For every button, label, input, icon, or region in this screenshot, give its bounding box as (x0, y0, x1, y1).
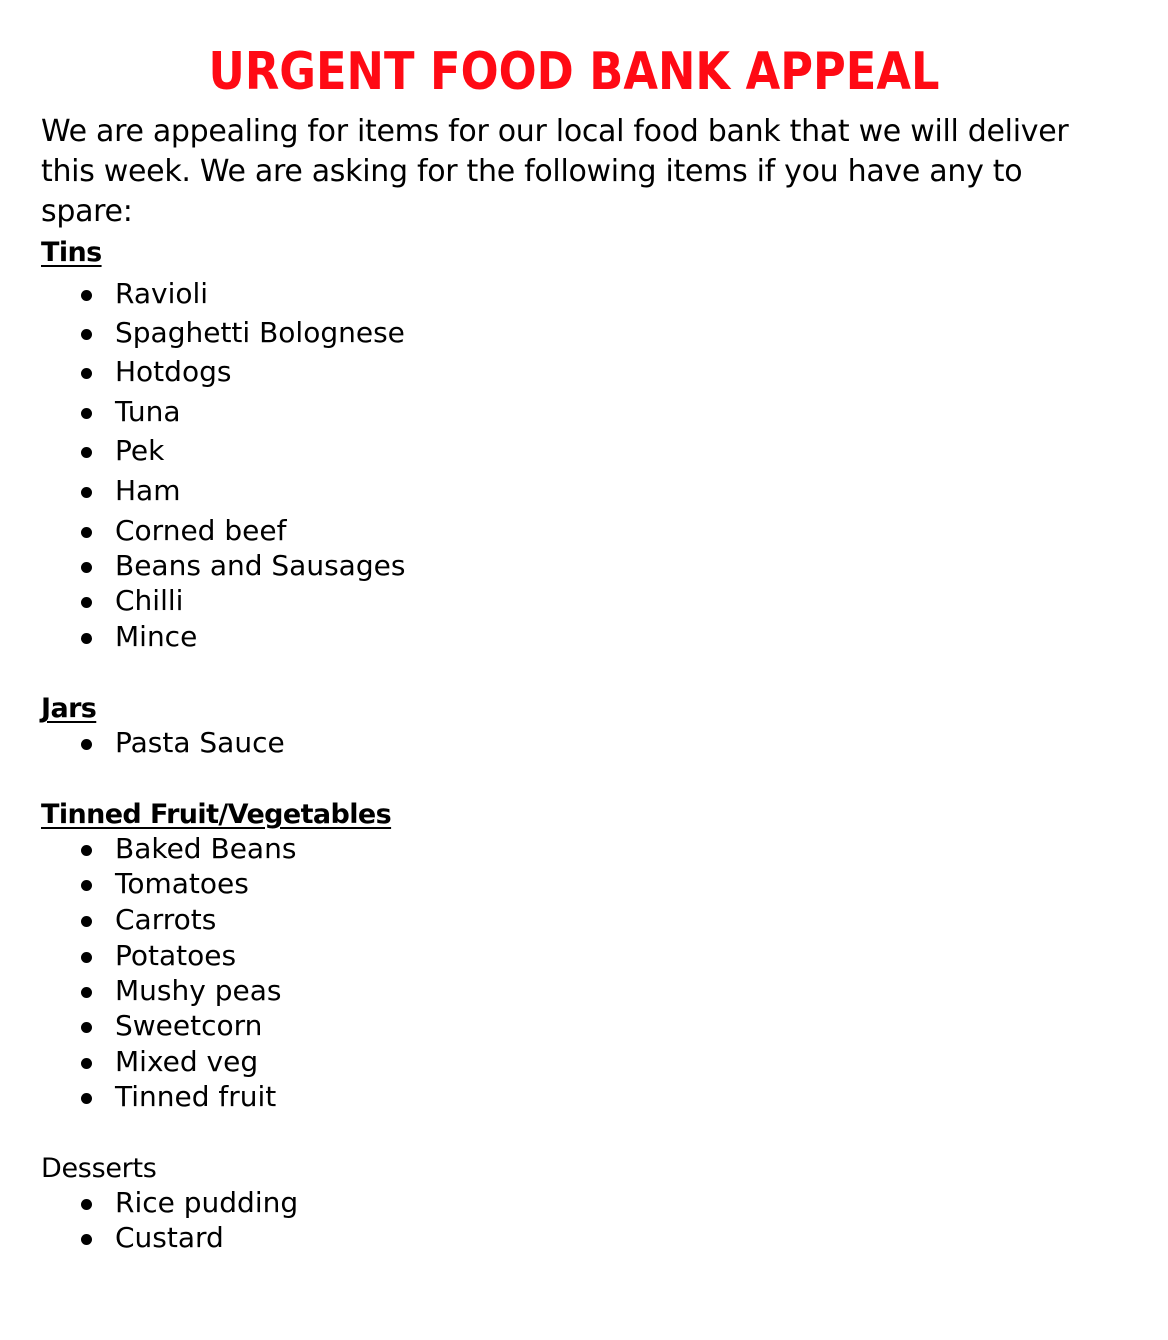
list-item: Custard (115, 1221, 224, 1254)
bullet-icon (81, 329, 92, 340)
list-item: Mince (115, 620, 198, 653)
bullet-icon (81, 562, 92, 573)
intro-paragraph: We are appealing for items for our local food bank that we will deliver this week. We are asking for the following items if you have any to spare: (41, 114, 1069, 229)
bullet-icon (81, 916, 92, 927)
list-item: Baked Beans (115, 832, 297, 865)
list-item: Mushy peas (115, 974, 282, 1007)
list-item: Spaghetti Bolognese (115, 316, 405, 349)
list-item: Chilli (115, 584, 184, 617)
bullet-icon (81, 633, 92, 644)
bullet-icon (81, 1058, 92, 1069)
bullet-icon (81, 952, 92, 963)
bullet-icon (81, 447, 92, 458)
list-item: Beans and Sausages (115, 549, 406, 582)
list-item: Rice pudding (115, 1186, 299, 1219)
bullet-icon (81, 290, 92, 301)
list-item: Ham (115, 474, 181, 507)
list-item: Tuna (115, 395, 181, 428)
section-heading-desserts: Desserts (41, 1153, 157, 1184)
list-item: Corned beef (115, 514, 287, 547)
list-item: Tomatoes (115, 867, 249, 900)
list-item: Pasta Sauce (115, 726, 285, 759)
bullet-icon (81, 1093, 92, 1104)
bullet-icon (81, 1022, 92, 1033)
bullet-icon (81, 987, 92, 998)
bullet-icon (81, 408, 92, 419)
list-item: Carrots (115, 903, 217, 936)
bullet-icon (81, 527, 92, 538)
list-item: Mixed veg (115, 1045, 259, 1078)
bullet-icon (81, 597, 92, 608)
list-item: Potatoes (115, 939, 237, 972)
bullet-icon (81, 1234, 92, 1245)
bullet-icon (81, 368, 92, 379)
section-heading-tins: Tins (41, 237, 102, 268)
page-title: URGENT FOOD BANK APPEAL (208, 42, 940, 102)
bullet-icon (81, 880, 92, 891)
section-heading-jars: Jars (41, 693, 97, 724)
list-item: Hotdogs (115, 355, 232, 388)
list-item: Sweetcorn (115, 1009, 263, 1042)
list-item: Tinned fruit (115, 1080, 277, 1113)
bullet-icon (81, 739, 92, 750)
bullet-icon (81, 845, 92, 856)
list-item: Ravioli (115, 277, 209, 310)
list-item: Pek (115, 434, 165, 467)
bullet-icon (81, 1199, 92, 1210)
section-heading-tinned-fruit-vegetables: Tinned Fruit/Vegetables (41, 799, 392, 830)
bullet-icon (81, 487, 92, 498)
